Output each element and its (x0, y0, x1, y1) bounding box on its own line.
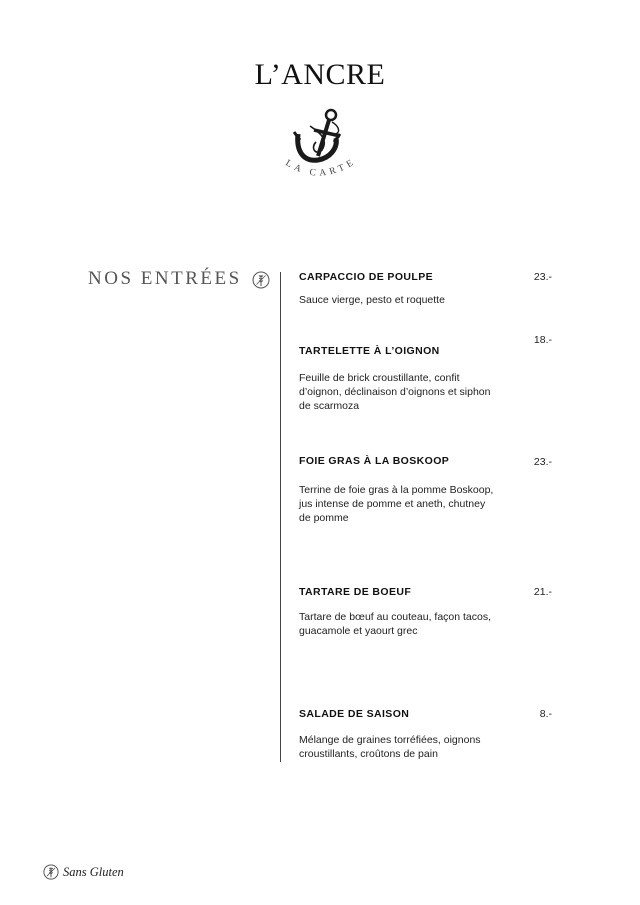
legend-gluten-free (43, 864, 124, 880)
menu-item-carpaccio (299, 271, 554, 307)
item-description: Sauce vierge, pesto et roquette (299, 294, 445, 306)
anchor-icon (294, 110, 340, 160)
menu-item-tartelette (299, 334, 554, 413)
section-title: NOS ENTRÉES (88, 268, 242, 289)
item-price: 18.- (533, 334, 552, 346)
anchor-logo (270, 104, 370, 190)
item-description: Feuille de brick croustillante, confit d’oignon, déclinaison d’oignons et siphon de scarmoza (299, 372, 491, 412)
item-price: 8.- (539, 708, 552, 720)
item-name: SALADE DE SAISON (299, 708, 410, 720)
wheat-icon (43, 864, 59, 880)
menu-item-salade (299, 708, 554, 761)
wheat-icon (252, 271, 270, 289)
item-name: CARPACCIO DE POULPE (299, 271, 433, 283)
item-description: Mélange de graines torréfiées, oignons croustillants, croûtons de pain (299, 734, 481, 760)
menu-item-tartare (299, 586, 554, 638)
item-name: TARTARE DE BOEUF (299, 586, 412, 598)
item-name: FOIE GRAS À LA BOSKOOP (299, 455, 450, 467)
item-price: 23.- (533, 456, 552, 468)
item-price: 21.- (533, 586, 552, 598)
item-price: 23.- (533, 271, 552, 283)
item-name: TARTELETTE À L’OIGNON (299, 345, 440, 357)
restaurant-title: L’ANCRE (254, 58, 386, 91)
item-description: Terrine de foie gras à la pomme Boskoop, jus intense de pomme et aneth, chutney de pomme (299, 484, 494, 524)
section-divider (280, 272, 281, 762)
logo-caption: LA CARTE (283, 156, 359, 179)
legend-label: Sans Gluten (63, 864, 124, 879)
item-description: Tartare de bœuf au couteau, façon tacos, guacamole et yaourt grec (299, 611, 492, 637)
menu-item-foie-gras (299, 455, 554, 525)
